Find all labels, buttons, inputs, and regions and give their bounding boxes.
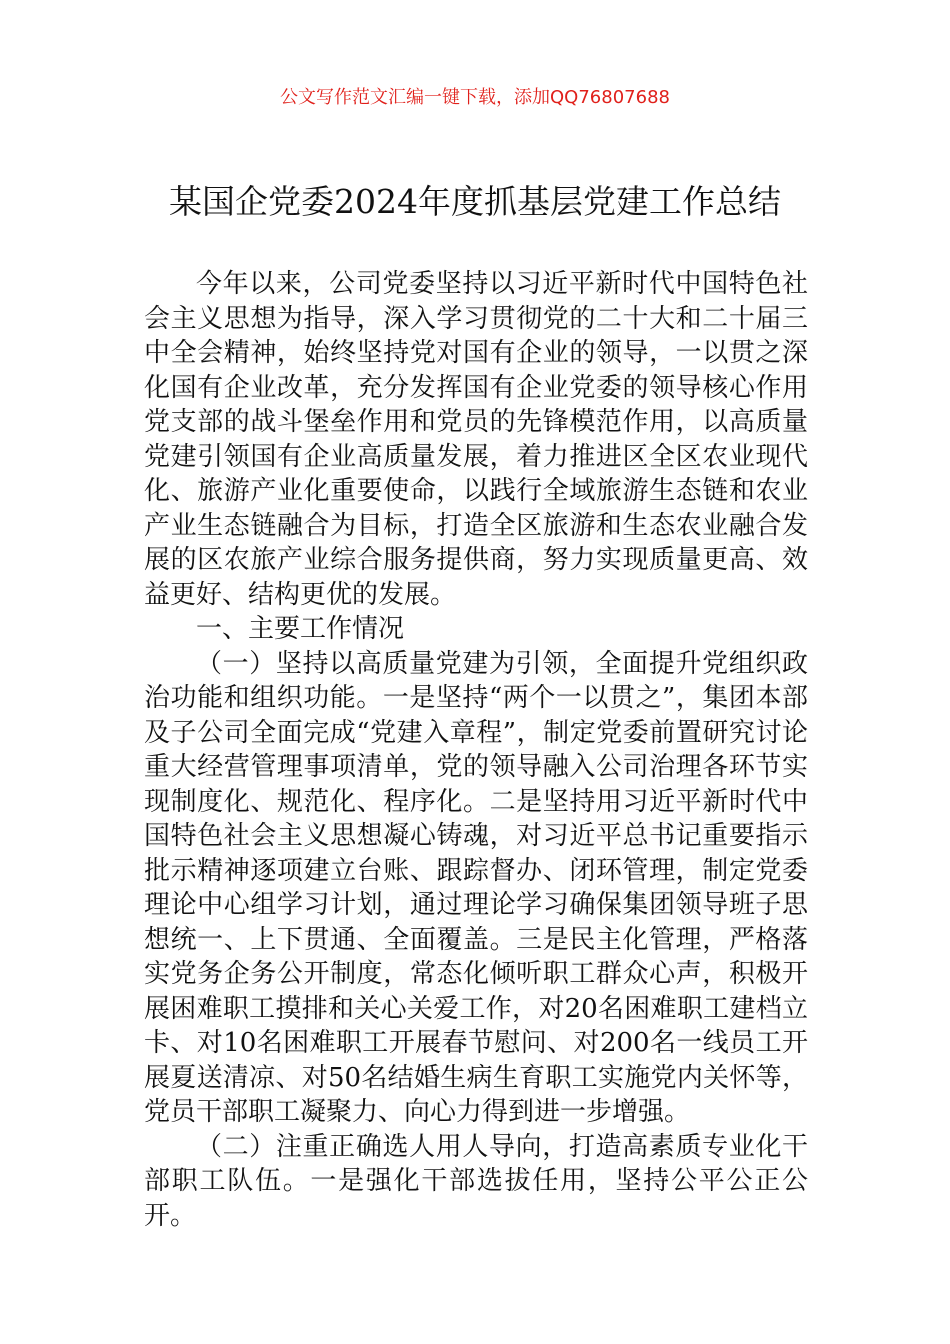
download-promo-banner: 公文写作范文汇编一键下载，添加QQ76807688 (280, 87, 670, 108)
section-heading: 一、主要工作情况 (196, 614, 405, 644)
document-title: 某国企党委2024年度抓基层党建工作总结 (169, 182, 781, 221)
document-body (144, 267, 808, 1233)
intro-paragraph: 今年以来，公司党委坚持以习近平新时代中国特色社会主义思想为指导，深入学习贯彻党的二十大和二十届三中全会精神，始终坚持党对国有企业的领导，一以贯之深化国有企业改革，充分发挥国有企业党委的领导核心作用党支部的战斗堡垒作用和党员的先锋模范作用，以高质量党建引领国有企业高质量发展，着力推进区全区农业现代化、旅游产业化重要使命，以践行全域旅游生态链和农业产业生态链融合为目标，打造全区旅游和生态农业融合发展的区农旅产业综合服务提供商，努力实现质量更高、效益更好、结构更优的发展。 (144, 269, 808, 610)
body-paragraph: （二）注重正确选人用人导向，打造高素质专业化干部职工队伍。一是强化干部选拔任用，坚持公平公正公开。 (144, 1131, 808, 1231)
body-paragraph: （一）坚持以高质量党建为引领，全面提升党组织政治功能和组织功能。一是坚持“两个一以贯之”，集团本部及子公司全面完成“党建入章程”，制定党委前置研究讨论重大经营管理事项清单，党的领导融入公司治理各环节实现制度化、规范化、程序化。二是坚持用习近平新时代中国特色社会主义思想凝心铸魂，对习近平总书记重要指示批示精神逐项建立台账、跟踪督办、闭环管理，制定党委理论中心组学习计划，通过理论学习确保集团领导班子思想统一、上下贯通、全面覆盖。三是民主化管理，严格落实党务企务公开制度，常态化倾听职工群众心声，积极开展困难职工摸排和关心关爱工作，对20名困难职工建档立卡、对10名困难职工开展春节慰问、对200名一线员工开展夏送清凉、对50名结婚生病生育职工实施党内关怀等，党员干部职工凝聚力、向心力得到进一步增强。 (144, 648, 808, 1127)
